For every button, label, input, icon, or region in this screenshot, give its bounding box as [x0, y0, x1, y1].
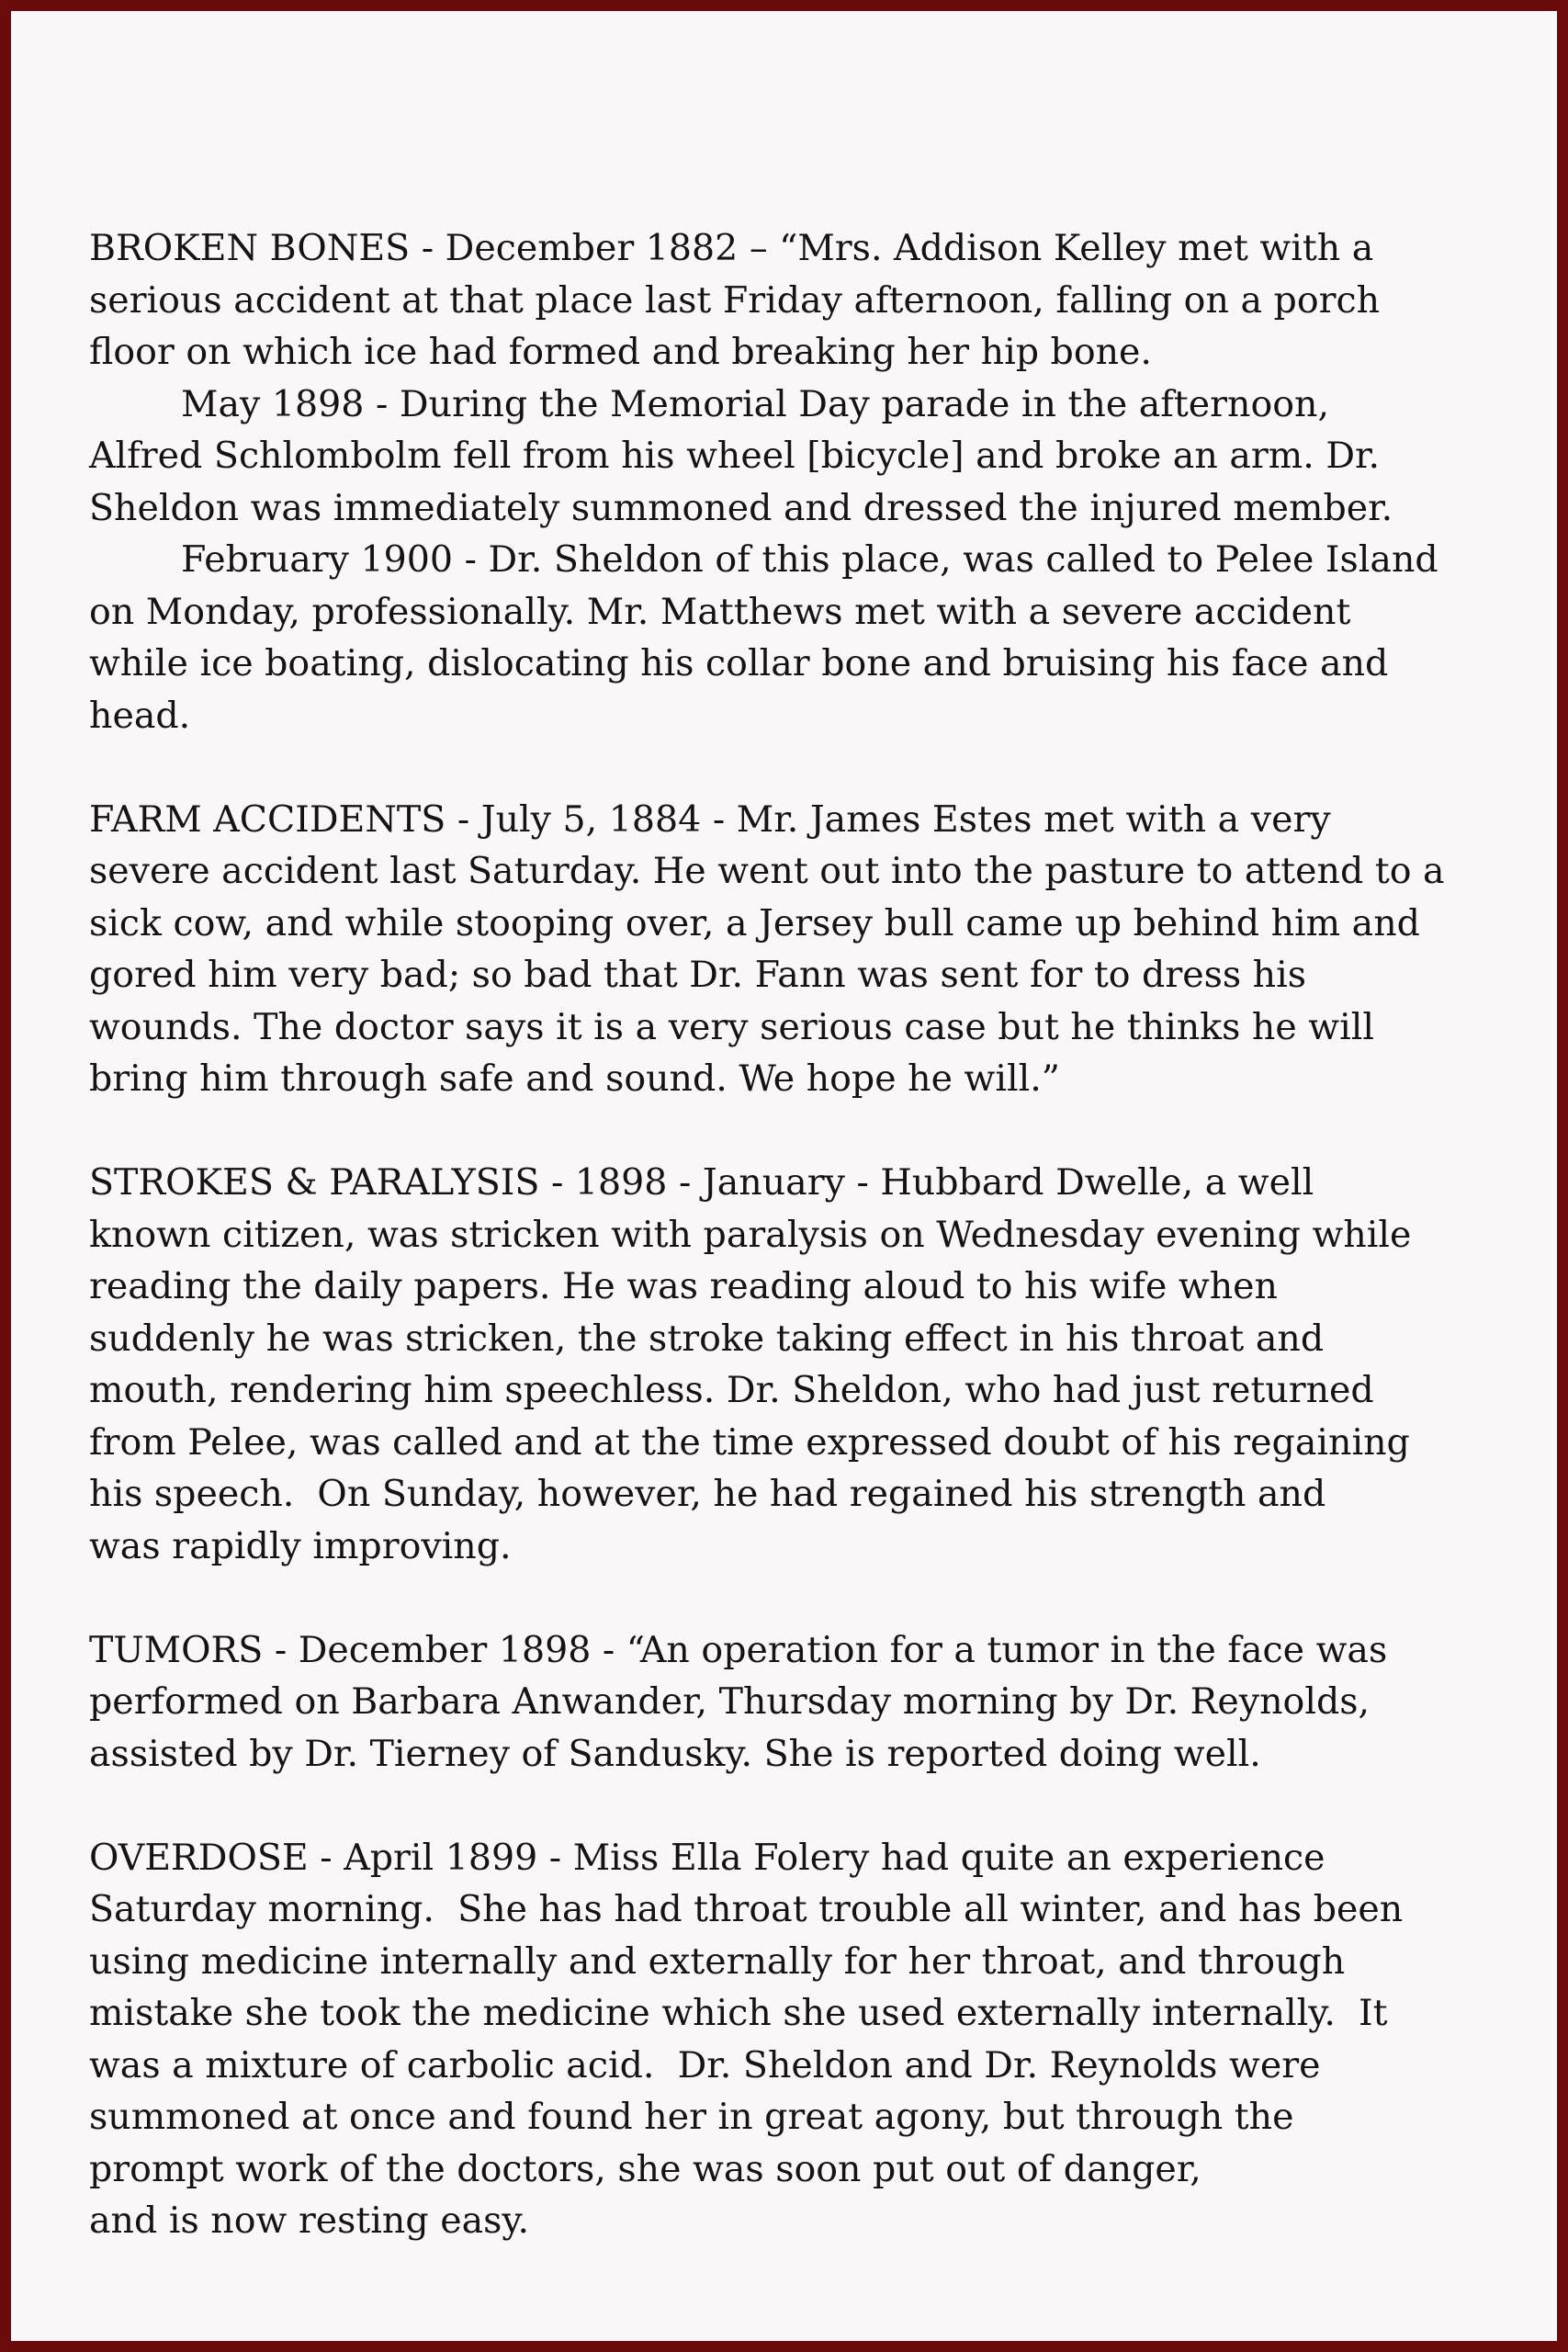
text-line: was a mixture of carbolic acid. Dr. Sheldon and Dr. Reynolds were — [89, 2043, 1321, 2086]
text-line: STROKES & PARALYSIS - 1898 - January - Hubbard Dwelle, a well — [89, 1161, 1314, 1204]
section-farm-accidents — [89, 794, 1504, 1105]
paragraph-gap — [89, 741, 1504, 794]
page-frame — [11, 11, 1557, 2341]
section-broken-bones — [89, 222, 1504, 741]
paragraph-gap — [89, 1780, 1504, 1832]
text-line: reading the daily papers. He was reading aloud to his wife when — [89, 1265, 1278, 1307]
text-line: Saturday morning. She has had throat trouble all winter, and has been — [89, 1888, 1404, 1930]
text-line: while ice boating, dislocating his collar bone and bruising his face and — [89, 642, 1389, 684]
text-line: wounds. The doctor says it is a very serious case but he thinks he will — [89, 1005, 1375, 1048]
text-line: from Pelee, was called and at the time expressed doubt of his regaining — [89, 1420, 1410, 1464]
text-line: gored him very bad; so bad that Dr. Fann was sent for to dress his — [89, 954, 1307, 996]
text-line: performed on Barbara Anwander, Thursday morning by Dr. Reynolds, — [89, 1680, 1371, 1723]
text-line: and is now resting easy. — [89, 2199, 530, 2242]
text-line: floor on which ice had formed and breaking her hip bone. — [89, 331, 1152, 373]
text-line: bring him through safe and sound. We hope he will.” — [89, 1057, 1060, 1100]
section-strokes-paralysis — [89, 1157, 1504, 1572]
text-line: assisted by Dr. Tierney of Sandusky. She is reported doing well. — [89, 1732, 1261, 1775]
text-line: February 1900 - Dr. Sheldon of this place, was called to Pelee Island — [181, 538, 1438, 581]
text-line: sick cow, and while stooping over, a Jersey bull came up behind him and — [89, 901, 1420, 944]
text-line: Alfred Schlombolm fell from his wheel [bicycle] and broke an arm. Dr. — [89, 435, 1381, 477]
text-line: May 1898 - During the Memorial Day parade in the afternoon, — [181, 382, 1330, 425]
text-line: summoned at once and found her in great agony, but through the — [89, 2096, 1294, 2138]
paragraph-gap — [89, 1572, 1504, 1624]
paragraph-gap — [89, 1105, 1504, 1158]
text-line: FARM ACCIDENTS - July 5, 1884 - Mr. James Estes met with a very — [89, 797, 1331, 841]
text-line: known citizen, was stricken with paralysis on Wednesday evening while — [89, 1213, 1412, 1256]
section-overdose — [89, 1832, 1504, 2247]
text-line: BROKEN BONES - December 1882 – “Mrs. Addison Kelley met with a — [89, 227, 1374, 269]
document-body — [89, 222, 1504, 2247]
text-line: serious accident at that place last Friday afternoon, falling on a porch — [89, 278, 1381, 322]
text-line: his speech. On Sunday, however, he had regained his strength and — [89, 1473, 1326, 1515]
section-tumors — [89, 1624, 1504, 1781]
text-line: TUMORS - December 1898 - “An operation for a tumor in the face was — [89, 1628, 1388, 1671]
text-line: Sheldon was immediately summoned and dressed the injured member. — [89, 486, 1393, 529]
text-line: OVERDOSE - April 1899 - Miss Ella Folery had quite an experience — [89, 1836, 1325, 1879]
text-line: suddenly he was stricken, the stroke taking effect in his throat and — [89, 1317, 1325, 1360]
text-line: was rapidly improving. — [89, 1524, 512, 1567]
text-line: severe accident last Saturday. He went out into the pasture to attend to a — [89, 850, 1445, 892]
text-line: mouth, rendering him speechless. Dr. Sheldon, who had just returned — [89, 1369, 1374, 1411]
text-line: using medicine internally and externally for her throat, and through — [89, 1939, 1346, 1983]
text-line: prompt work of the doctors, she was soon put out of danger, — [89, 2147, 1201, 2190]
text-line: head. — [89, 694, 191, 737]
text-line: on Monday, professionally. Mr. Matthews met with a severe accident — [89, 590, 1351, 633]
text-line: mistake she took the medicine which she used externally internally. It — [89, 1992, 1388, 2034]
